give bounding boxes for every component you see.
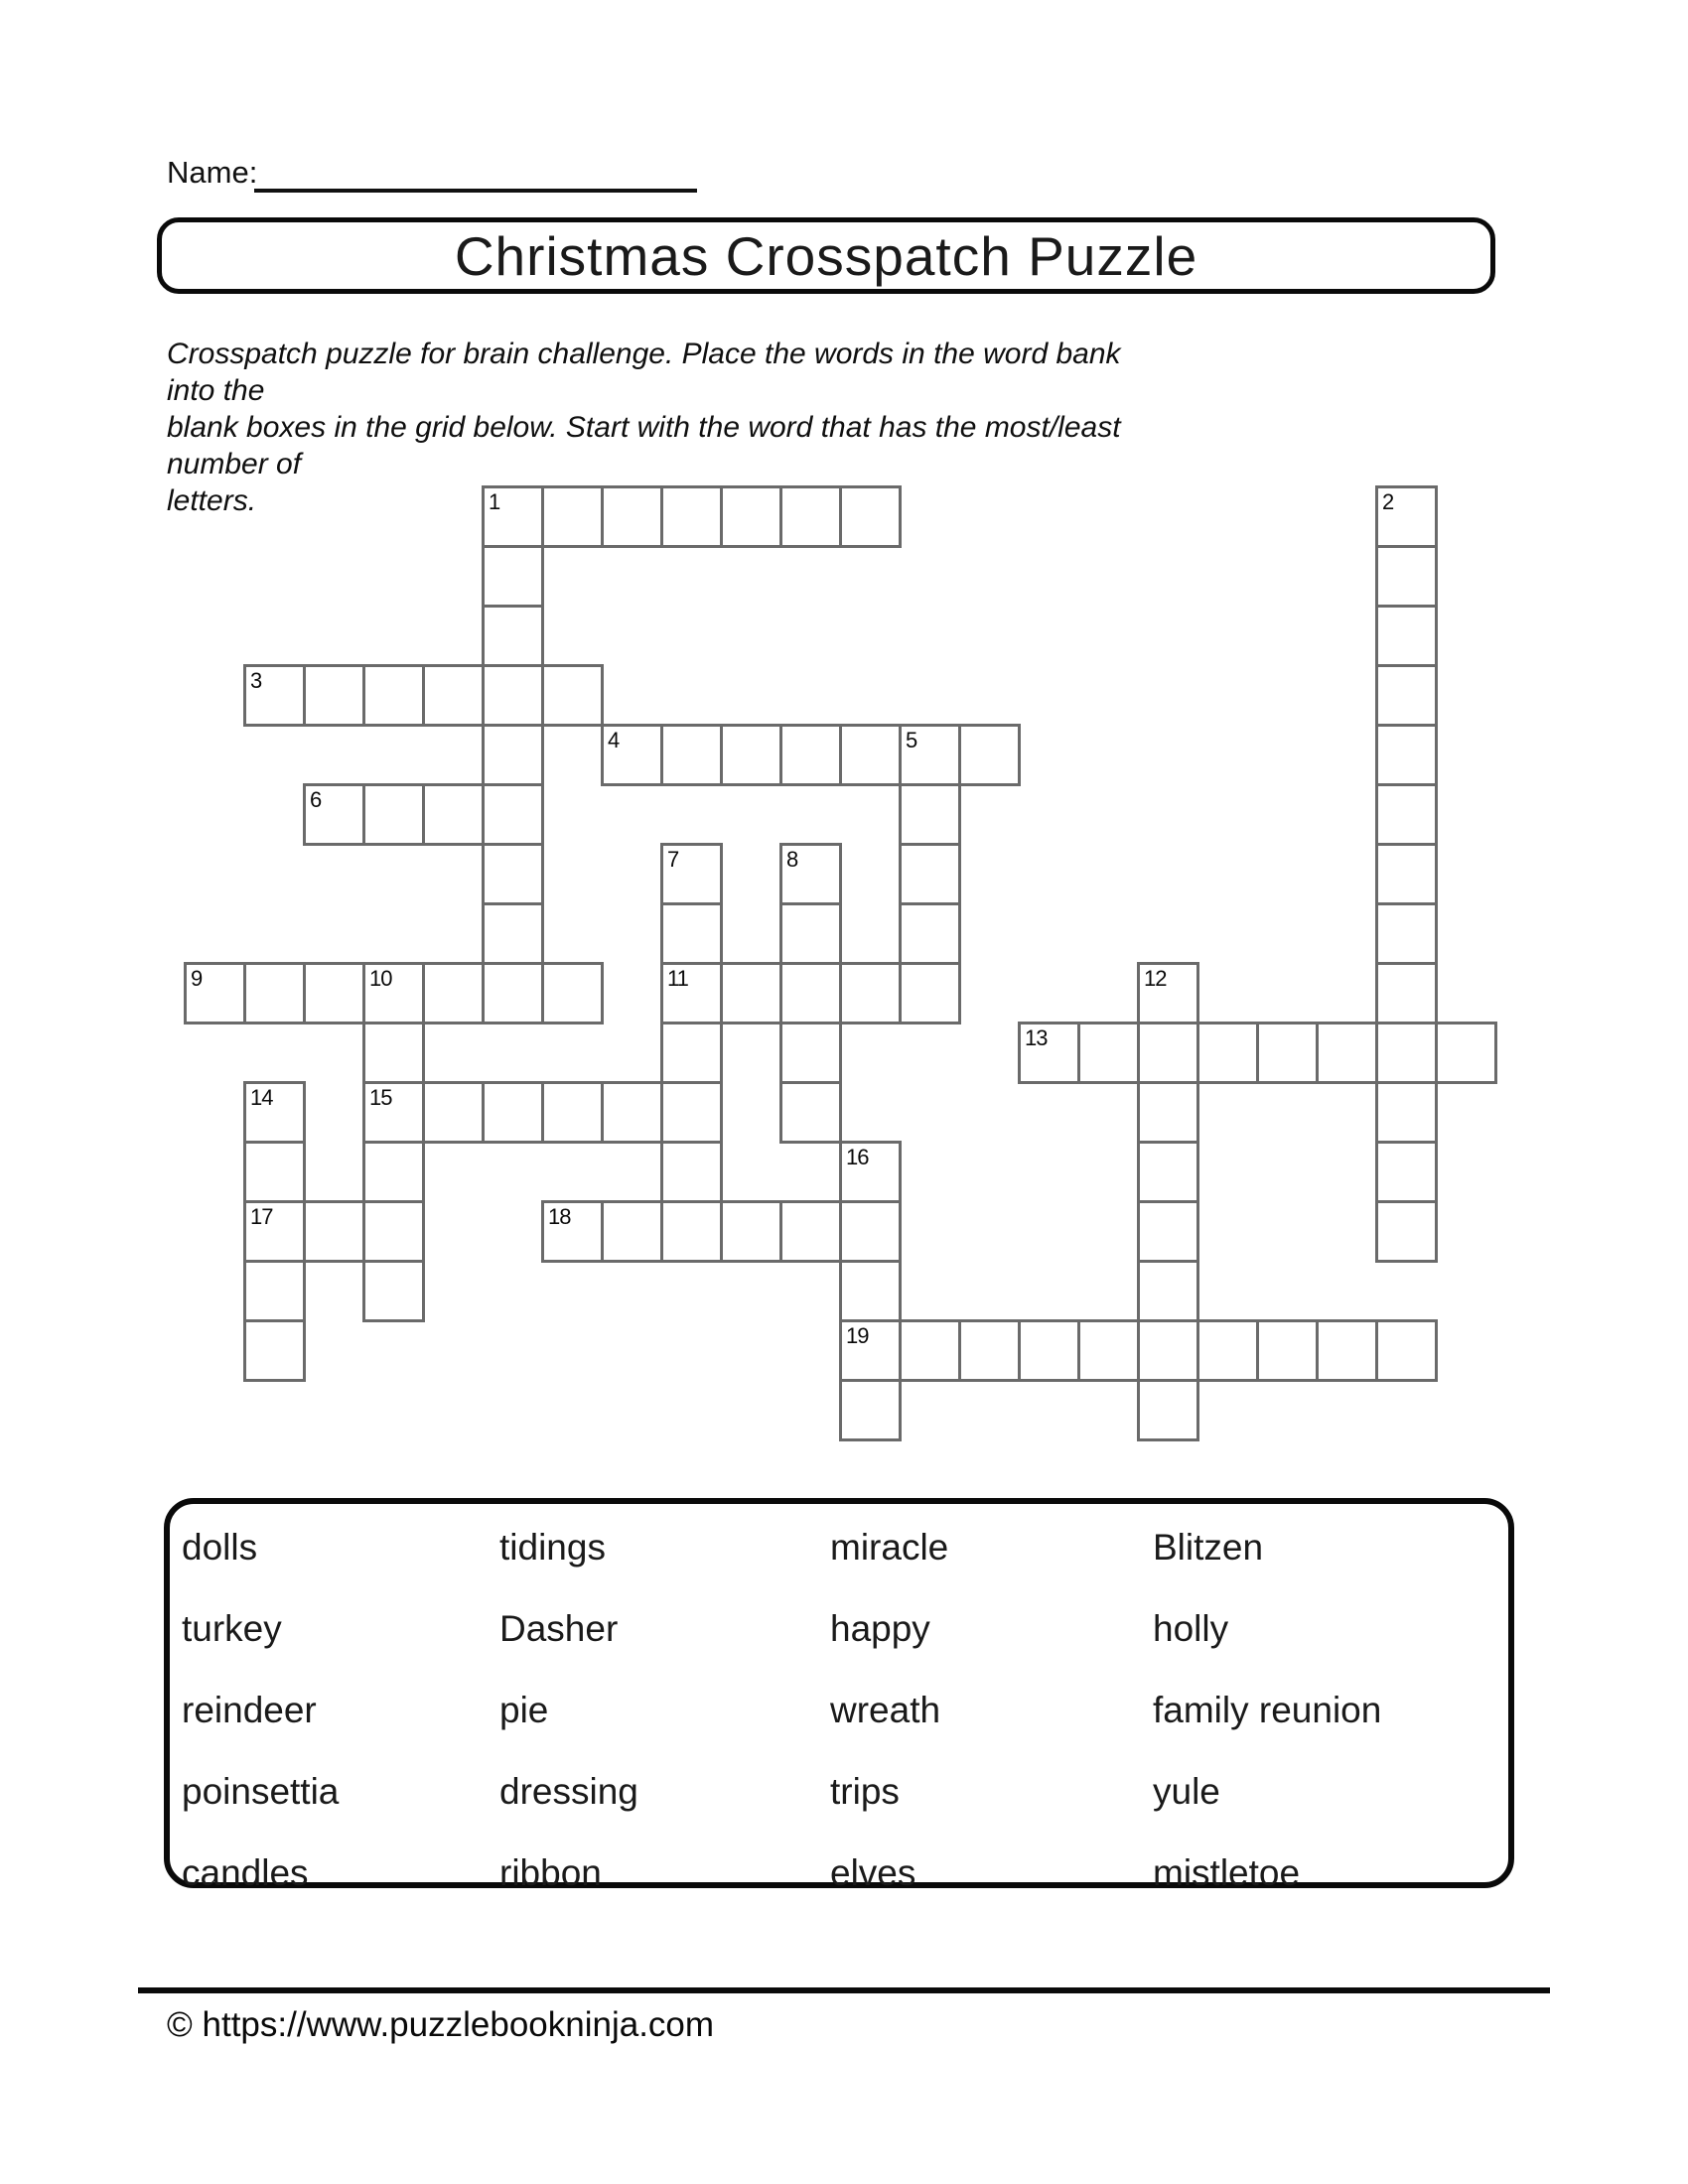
grid-cell[interactable] [1375, 1200, 1438, 1263]
grid-cell[interactable] [899, 902, 961, 965]
grid-cell[interactable] [720, 1200, 782, 1263]
grid-cell[interactable] [720, 485, 782, 548]
grid-cell[interactable] [660, 1081, 723, 1144]
grid-cell[interactable] [1316, 1022, 1378, 1084]
word-bank-item: candles [182, 1852, 309, 1893]
grid-cell[interactable] [899, 783, 961, 846]
grid-cell[interactable] [482, 605, 544, 667]
grid-cell[interactable] [1018, 1319, 1080, 1382]
word-bank-item: happy [830, 1608, 930, 1649]
word-bank-item: poinsettia [182, 1771, 340, 1812]
grid-cell[interactable] [1196, 1319, 1259, 1382]
word-bank-item: dressing [499, 1771, 638, 1812]
grid-cell[interactable] [303, 962, 365, 1024]
grid-cell[interactable] [482, 902, 544, 965]
grid-cell[interactable] [1375, 962, 1438, 1024]
clue-number: 18 [548, 1204, 571, 1229]
grid-cell[interactable] [839, 962, 902, 1024]
grid-cell[interactable] [779, 1081, 842, 1144]
grid-cell[interactable] [899, 962, 961, 1024]
grid-cell[interactable] [779, 724, 842, 786]
grid-cell[interactable] [1018, 1022, 1080, 1084]
instructions-line-1: Crosspatch puzzle for brain challenge. Place the words in the word bank into the [167, 338, 1121, 407]
grid-cell[interactable] [899, 843, 961, 905]
clue-number: 3 [250, 668, 262, 693]
grid-cell[interactable] [482, 783, 544, 846]
grid-cell[interactable] [1196, 1022, 1259, 1084]
grid-cell[interactable] [1375, 783, 1438, 846]
grid-cell[interactable] [243, 962, 306, 1024]
grid-cell[interactable] [243, 664, 306, 727]
grid-cell[interactable] [1077, 1022, 1140, 1084]
grid-cell[interactable] [899, 1319, 961, 1382]
page-title: Christmas Crosspatch Puzzle [454, 224, 1198, 287]
grid-cell[interactable] [541, 962, 604, 1024]
clue-number: 9 [191, 966, 203, 991]
word-bank-item: dolls [182, 1527, 258, 1568]
grid-cell[interactable] [720, 962, 782, 1024]
footer-divider [138, 1987, 1550, 1993]
grid-cell[interactable] [660, 485, 723, 548]
grid-cell[interactable] [1137, 1081, 1199, 1144]
word-bank-item: ribbon [499, 1852, 602, 1893]
grid-cell[interactable] [1137, 1319, 1199, 1382]
grid-cell[interactable] [779, 1200, 842, 1263]
grid-cell[interactable] [184, 962, 246, 1024]
word-bank-item: trips [830, 1771, 900, 1812]
grid-cell[interactable] [1375, 545, 1438, 608]
grid-cell[interactable] [1375, 605, 1438, 667]
grid-cell[interactable] [1077, 1319, 1140, 1382]
clue-number: 1 [489, 489, 500, 514]
grid-cell[interactable] [243, 1200, 306, 1263]
grid-cell[interactable] [601, 1081, 663, 1144]
grid-cell[interactable] [482, 485, 544, 548]
grid-cell[interactable] [1375, 1081, 1438, 1144]
grid-cell[interactable] [1375, 485, 1438, 548]
grid-cell[interactable] [660, 962, 723, 1024]
grid-cell[interactable] [482, 1081, 544, 1144]
grid-cell[interactable] [1137, 1141, 1199, 1203]
instructions-line-3: letters. [167, 484, 257, 517]
grid-cell[interactable] [1137, 1022, 1199, 1084]
grid-cell[interactable] [601, 1200, 663, 1263]
grid-cell[interactable] [899, 724, 961, 786]
grid-cell[interactable] [303, 1200, 365, 1263]
grid-cell[interactable] [482, 962, 544, 1024]
grid-cell[interactable] [1375, 1319, 1438, 1382]
grid-cell[interactable] [839, 1141, 902, 1203]
grid-cell[interactable] [482, 724, 544, 786]
word-bank-item: Dasher [499, 1608, 619, 1649]
grid-cell[interactable] [1375, 724, 1438, 786]
grid-cell[interactable] [660, 902, 723, 965]
grid-cell[interactable] [243, 1081, 306, 1144]
clue-number: 12 [1144, 966, 1167, 991]
grid-cell[interactable] [362, 1022, 425, 1084]
grid-cell[interactable] [958, 1319, 1021, 1382]
clue-number: 5 [906, 728, 917, 752]
grid-cell[interactable] [779, 843, 842, 905]
grid-cell[interactable] [958, 724, 1021, 786]
word-bank-item: wreath [830, 1690, 941, 1730]
grid-cell[interactable] [839, 1260, 902, 1322]
grid-cell[interactable] [362, 962, 425, 1024]
grid-cell[interactable] [1375, 1141, 1438, 1203]
grid-cell[interactable] [422, 962, 485, 1024]
word-bank-item: yule [1153, 1771, 1220, 1812]
grid-cell[interactable] [1375, 902, 1438, 965]
grid-cell[interactable] [660, 843, 723, 905]
clue-number: 8 [786, 847, 798, 872]
grid-cell[interactable] [243, 1141, 306, 1203]
clue-number: 7 [667, 847, 679, 872]
grid-cell[interactable] [362, 1081, 425, 1144]
instructions-line-2: blank boxes in the grid below. Start with the word that has the most/least number of [167, 411, 1121, 480]
grid-cell[interactable] [1256, 1319, 1319, 1382]
grid-cell[interactable] [243, 1260, 306, 1322]
grid-cell[interactable] [541, 485, 604, 548]
grid-cell[interactable] [601, 724, 663, 786]
grid-cell[interactable] [1375, 1022, 1438, 1084]
grid-cell[interactable] [1435, 1022, 1497, 1084]
grid-cell[interactable] [839, 485, 902, 548]
word-bank-item: pie [499, 1690, 549, 1730]
grid-cell[interactable] [303, 783, 365, 846]
grid-cell[interactable] [601, 485, 663, 548]
clue-number: 19 [846, 1323, 869, 1348]
word-bank-item: reindeer [182, 1690, 317, 1730]
clue-number: 4 [608, 728, 620, 752]
grid-cell[interactable] [362, 1260, 425, 1322]
grid-cell[interactable] [1137, 1260, 1199, 1322]
grid-cell[interactable] [303, 664, 365, 727]
grid-cell[interactable] [660, 1141, 723, 1203]
grid-cell[interactable] [1316, 1319, 1378, 1382]
grid-cell[interactable] [422, 1081, 485, 1144]
grid-cell[interactable] [362, 783, 425, 846]
grid-cell[interactable] [660, 1022, 723, 1084]
word-bank-item: miracle [830, 1527, 949, 1568]
grid-cell[interactable] [839, 1319, 902, 1382]
grid-cell[interactable] [660, 1200, 723, 1263]
clue-number: 14 [250, 1085, 273, 1110]
grid-cell[interactable] [541, 1200, 604, 1263]
grid-cell[interactable] [362, 1200, 425, 1263]
name-label: Name: [167, 155, 258, 190]
grid-cell[interactable] [779, 962, 842, 1024]
word-bank-item: elves [830, 1852, 916, 1893]
grid-cell[interactable] [541, 1081, 604, 1144]
grid-cell[interactable] [779, 1022, 842, 1084]
grid-cell[interactable] [1137, 1379, 1199, 1441]
grid-cell[interactable] [779, 485, 842, 548]
grid-cell[interactable] [1137, 1200, 1199, 1263]
grid-cell[interactable] [422, 664, 485, 727]
grid-cell[interactable] [720, 724, 782, 786]
grid-cell[interactable] [1375, 843, 1438, 905]
grid-cell[interactable] [422, 783, 485, 846]
word-bank-item: holly [1153, 1608, 1229, 1649]
clue-number: 11 [667, 966, 688, 991]
footer-copyright: © https://www.puzzlebookninja.com [167, 2005, 715, 2044]
word-bank-item: mistletoe [1153, 1852, 1301, 1893]
clue-number: 16 [846, 1145, 869, 1169]
word-bank-item: turkey [182, 1608, 282, 1649]
grid-cell[interactable] [243, 1319, 306, 1382]
word-bank-item: family reunion [1153, 1690, 1382, 1730]
word-bank-item: Blitzen [1153, 1527, 1264, 1568]
grid-cell[interactable] [779, 902, 842, 965]
grid-cell[interactable] [839, 1379, 902, 1441]
grid-cell[interactable] [482, 545, 544, 608]
grid-cell[interactable] [362, 1141, 425, 1203]
grid-cell[interactable] [541, 664, 604, 727]
clue-number: 13 [1025, 1025, 1048, 1050]
clue-number: 17 [250, 1204, 273, 1229]
grid-cell[interactable] [1375, 664, 1438, 727]
grid-cell[interactable] [660, 724, 723, 786]
grid-cell[interactable] [1137, 962, 1199, 1024]
grid-cell[interactable] [1256, 1022, 1319, 1084]
grid-cell[interactable] [362, 664, 425, 727]
grid-cell[interactable] [482, 664, 544, 727]
clue-number: 15 [369, 1085, 392, 1110]
grid-cell[interactable] [482, 843, 544, 905]
grid-cell[interactable] [839, 1200, 902, 1263]
clue-number: 10 [369, 966, 392, 991]
clue-number: 6 [310, 787, 322, 812]
clue-number: 2 [1382, 489, 1394, 514]
word-bank-item: tidings [499, 1527, 606, 1568]
grid-cell[interactable] [839, 724, 902, 786]
